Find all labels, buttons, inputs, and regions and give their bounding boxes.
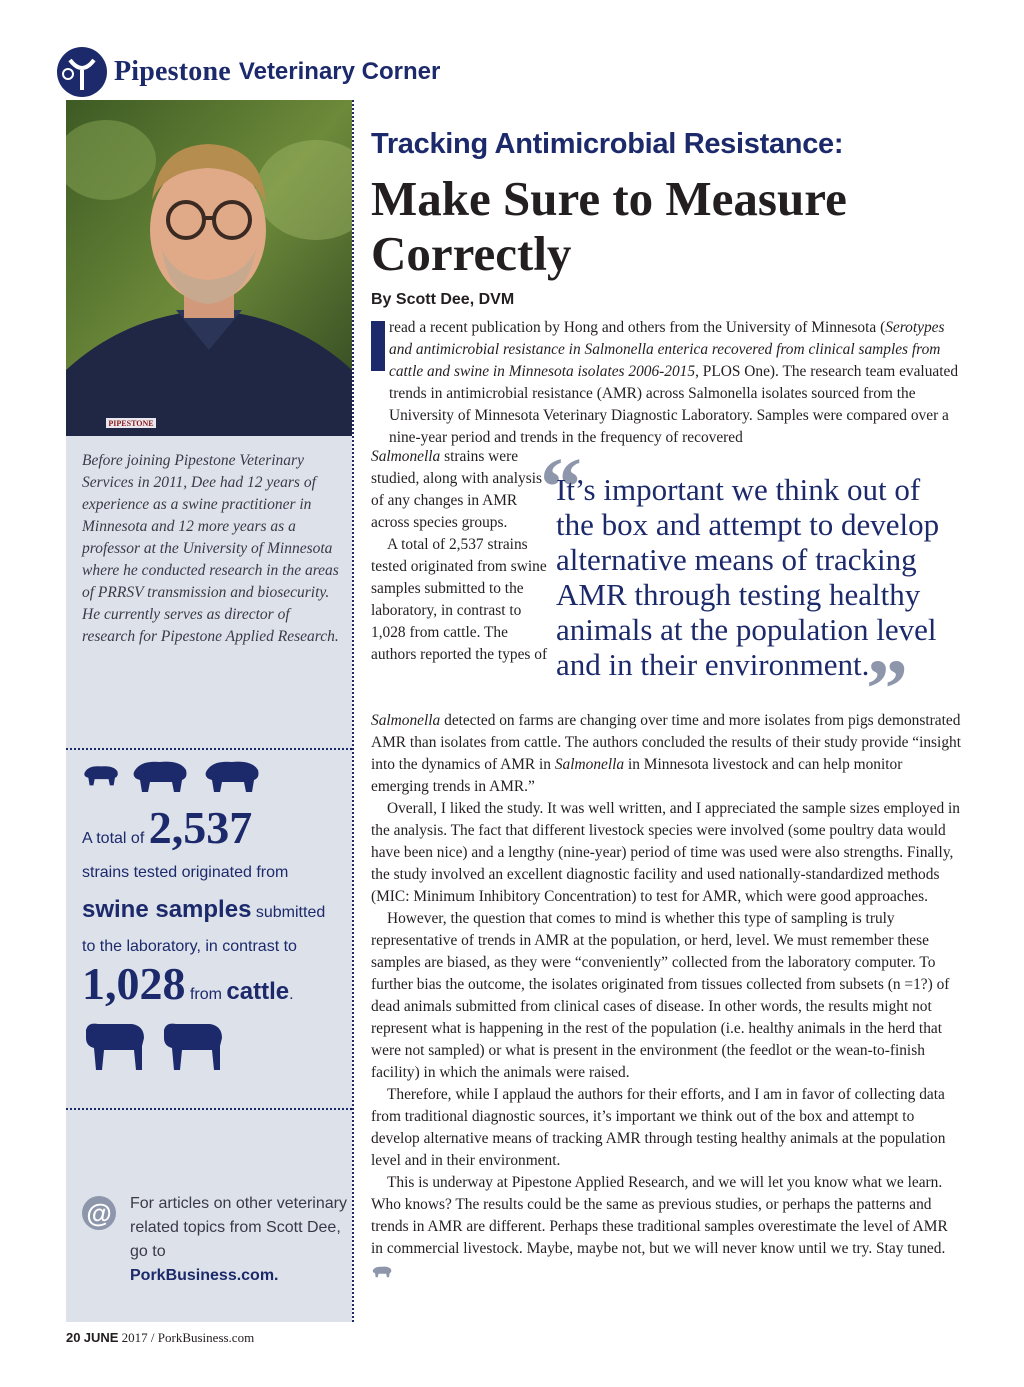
article [371,128,963,449]
stat-swine-bold: swine samples [82,896,252,923]
cow-icon [82,1016,148,1072]
stat-from: from [189,986,222,1003]
porkbusiness-link[interactable]: PorkBusiness.com. [130,1267,279,1284]
paragraph-1: read a recent publication by Hong and others from the University of Minnesota (Serotypes and antimicrobial resistance in Salmonella enterica recovered from clinical samples from cattle and swine in Minnesota isolates 2006-2015, PLOS One). The research team evaluated trends in antimicrobial resistance (AMR) across Salmonella isolates sourced from the University of Minnesota Veterinary Diagnostic Laboratory. Samples were compared over a nine-year period and trends in the frequency of recovered [389,319,959,446]
article-headline: Make Sure to Measure Correctly [371,171,847,281]
footer-month: JUNE [83,1330,119,1345]
paragraph-2-start: A total of 2,537 strains tested originated from swine samples submitted to the laboratory, in contrast to 1,028 from cattle. The authors reported the types of [371,536,548,663]
stat-period: . [289,986,294,1003]
pig-icons [82,750,350,794]
more-articles [82,1192,350,1288]
article-kicker: Tracking Antimicrobial Resistance: [371,128,844,160]
paragraph-3: Overall, I liked the study. It was well written, and I appreciated the sample sizes employed in the analysis. The fact that different livestock species were involved (some poultry data would have been nice) and a lengthy (nine-year) period of time was used were also strengths. Finally, the study involved an excellent diagnostic facility and used nationally-standardized methods (MIC: Minimum Inhibitory Concentration) to test for AMR, which were good approaches. [371,800,960,905]
end-pig-icon [371,1264,393,1278]
stat-line2: strains tested originated from [82,864,289,881]
stat-line4: to the laboratory, in contrast to [82,938,297,955]
cow-icons [82,1016,350,1072]
drop-cap [371,321,385,371]
swine-count: 2,537 [148,802,253,853]
shirt-badge: PIPESTONE [108,419,154,428]
page-number: 20 [66,1330,81,1345]
footer-info: 2017 / PorkBusiness.com [121,1330,255,1345]
author-photo [66,100,352,436]
article-continued [371,710,963,1282]
page-footer [66,1330,254,1346]
cow-icon [160,1016,226,1072]
header [56,40,440,104]
stat-prefix: A total of [82,830,145,847]
articles-text: For articles on other veterinary related topics from Scott Dee, go to [130,1195,347,1260]
paragraph-2-end: Salmonella detected on farms are changing over time and more isolates from pigs demonstrated AMR than isolates from cattle. The authors concluded the results of their study provide “insight into the dynamics of AMR in Salmonella in Minnesota livestock and can help monitor emerging trends in AMR.” [371,712,961,795]
close-quote-icon: ” [866,643,908,736]
paragraph-5: Therefore, while I applaud the authors for their efforts, and I am in favor of collecting data from traditional diagnostic sources, it’s important we think out of the box and attempt to develop alternative means of tracking AMR through testing healthy animals at the population level and in their environment. [371,1086,946,1169]
stat-submitted: submitted [255,904,326,921]
brand-name: Pipestone [114,56,231,87]
section-title: Veterinary Corner [238,58,441,85]
narrow-column: Salmonella strains were studied, along with analysis of any changes in AMR across species groups. A total of 2,537 strains tested originated from swine samples submitted to the laboratory, in contrast to 1,028 from cattle. The authors reported the types of [371,446,549,666]
paragraph-6: This is underway at Pipestone Applied Research, and we will let you know what we learn. Who knows? The results could be the same as previous studies, or perhaps the patterns and trends in AMR are different. Perhaps these traditional samples overestimate the level of AMR in commercial livestock. Maybe, maybe not, but we will never know until we try. Stay tuned. [371,1172,963,1282]
at-icon: @ [82,1196,116,1230]
author-bio: Before joining Pipestone Veterinary Services in 2011, Dee had 12 years of experience as a swine practitioner in Minnesota and 12 more years as a professor at the University of Minnesota where he conducted research in the areas of PRRSV transmission and biosecurity. He currently serves as director of research for Pipestone Applied Research. [82,452,339,645]
paragraph-4: However, the question that comes to mind is whether this type of sampling is truly representative of trends in AMR at the population, or herd, level. We must remember these samples are biased, as they were “conveniently” collected from the laboratory computer. To further bias the outcome, the isolates originated from tissues collected from subsets (n =1?) of dead animals submitted from clinical cases of disease. In other words, the results might not represent what is happening in the rest of the population (i.e. healthy animals in the herd that were not sampled) or what is present in the environment (the feedlot or the wean-to-finish facility) in which the animals were raised. [371,910,950,1081]
pipestone-logo-icon [56,46,108,98]
pig-icon [200,754,264,794]
cattle-count: 1,028 [82,958,186,1009]
sidebar [66,100,352,1322]
divider [66,1108,352,1110]
column-divider [352,100,354,1322]
pig-icon [128,754,192,794]
open-quote-icon: “ [540,441,582,534]
pig-icon [82,754,120,794]
pull-quote: It’s important we think out of the box and attempt to develop alternative means of tracking AMR through testing healthy animals at the population level and in their environment. [556,472,940,682]
byline: By Scott Dee, DVM [371,291,515,308]
stats-box [82,750,350,1072]
stat-cattle: cattle [226,978,290,1005]
